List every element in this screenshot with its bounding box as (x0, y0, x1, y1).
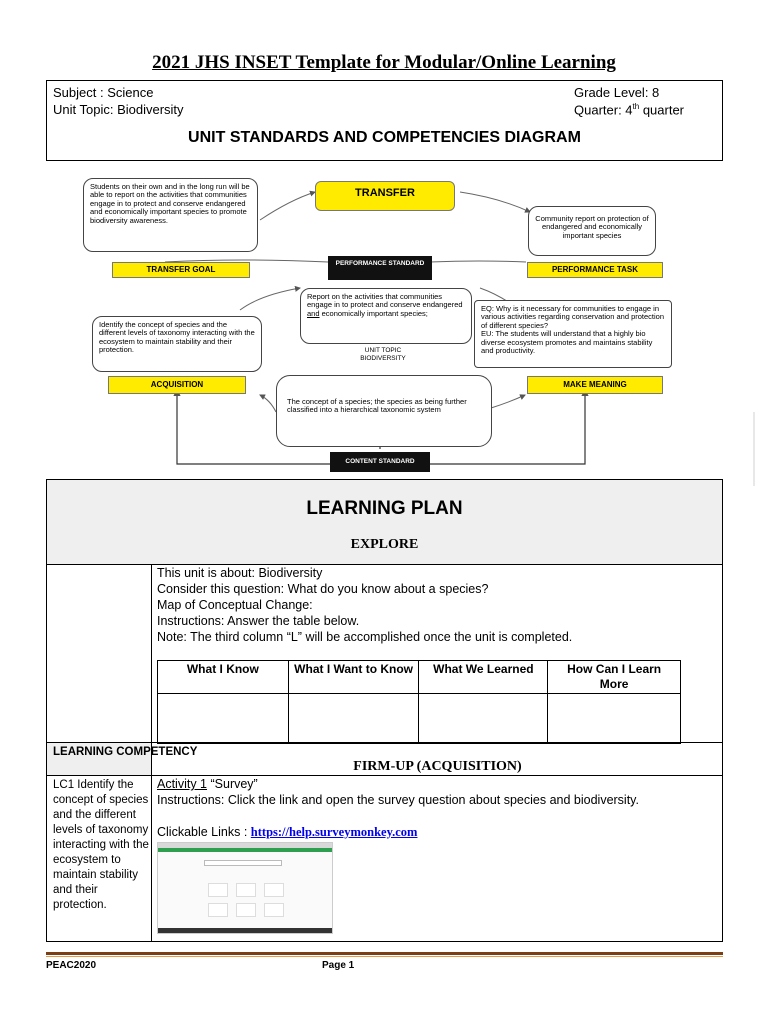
thumbnail-tile (236, 883, 256, 897)
column-divider (151, 776, 152, 941)
transfer-goal-box: TRANSFER GOAL (112, 262, 250, 278)
unit-topic-label: Unit Topic: Biodiversity (53, 102, 184, 117)
center-report-box (300, 288, 472, 344)
kwl-table (157, 660, 681, 744)
thumbnail-taskbar (158, 928, 332, 933)
scan-mark (753, 412, 755, 486)
center-text-b: economically important species; (319, 308, 428, 318)
competency-row (46, 742, 723, 776)
footer-code: PEAC2020 (46, 960, 97, 971)
spacer (157, 808, 639, 824)
unit-topic-caption: UNIT TOPIC (364, 347, 402, 354)
clickable-links-line (157, 824, 639, 840)
kwl-cell-more[interactable] (548, 694, 681, 744)
transfer-box: TRANSFER (315, 181, 455, 211)
links-label: Clickable Links : (157, 825, 251, 839)
eq-eu-box (474, 300, 672, 368)
activity-content (157, 776, 639, 840)
acquisition-box: ACQUISITION (108, 376, 246, 394)
activity-row (46, 776, 723, 942)
standards-diagram (60, 170, 690, 480)
activity-label: Activity 1 (157, 777, 208, 791)
eu-text: EU: The students will understand that a highly bio diverse ecosystem promotes and maintains stability and productivity. (481, 329, 653, 355)
footer-rule-thin (46, 956, 723, 957)
thumbnail-tile (208, 883, 228, 897)
kwl-header-know: What I Know (158, 661, 289, 694)
thumbnail-tile (208, 903, 228, 917)
explore-instructions (157, 565, 572, 645)
kwl-header-want: What I Want to Know (288, 661, 419, 694)
grade-level-label: Grade Level: 8 (574, 85, 660, 100)
learning-plan-title: LEARNING PLAN (306, 498, 463, 519)
learning-competency-label: LEARNING COMPETENCY (53, 746, 198, 758)
firm-up-heading: FIRM-UP (ACQUISITION) (353, 759, 522, 774)
transfer-description-box: Students on their own and in the long run will be able to report on the activities that communities engage in to protect and conserve endangered and economically important species to promote biodiversity awareness. (83, 178, 258, 252)
kwl-header-row (158, 661, 681, 694)
survey-link[interactable]: https://help.surveymonkey.com (250, 825, 418, 839)
column-divider (151, 565, 152, 742)
unit-topic-value: BIODIVERSITY (360, 354, 406, 362)
performance-standard-box: PERFORMANCE STANDARD (328, 256, 432, 280)
header-box (46, 80, 723, 161)
kwl-header-more: How Can I Learn More (548, 661, 681, 694)
performance-task-box: PERFORMANCE TASK (527, 262, 663, 278)
connector-transfer-right (460, 192, 530, 212)
acquisition-description-box: Identify the concept of species and the different levels of taxonomy interacting with the ecosystem to maintain stability and their protection. (92, 316, 262, 372)
instructions-line: Instructions: Answer the table below. (157, 614, 360, 628)
footer-rule (46, 952, 723, 955)
survey-screenshot-thumbnail (157, 842, 333, 934)
thumbnail-tile (264, 883, 284, 897)
quarter-label (574, 102, 684, 117)
activity-title-line (157, 776, 639, 792)
kwl-cell-want[interactable] (288, 694, 419, 744)
quarter-suffix: quarter (639, 102, 685, 118)
explore-heading: EXPLORE (350, 537, 419, 552)
connector-content-meaning (491, 395, 525, 408)
center-text-and: and (307, 308, 320, 318)
unit-about-line: This unit is about: Biodiversity (157, 566, 323, 580)
lc1-text: LC1 Identify the concept of species and the different levels of taxonomy interacting with the ecosystem to maintain stability and their protection. (53, 779, 149, 911)
connector-content-acq (260, 395, 276, 412)
content-description-box: The concept of a species; the species as being further classified into a hierarchical taxonomic system (276, 375, 492, 447)
document-title: 2021 JHS INSET Template for Modular/Online Learning (152, 52, 616, 73)
kwl-header-learned: What We Learned (419, 661, 548, 694)
learning-plan-header (46, 479, 723, 565)
page-number: Page 1 (322, 960, 355, 971)
community-report-box: Community report on protection of endangered and economically important species (528, 206, 656, 256)
activity-instructions: Instructions: Click the link and open the survey question about species and biodiversity. (157, 793, 639, 807)
explore-row (46, 565, 723, 743)
connector-transfer-left (260, 192, 315, 220)
make-meaning-box: MAKE MEANING (527, 376, 663, 394)
question-line: Consider this question: What do you know about a species? (157, 582, 489, 596)
subject-label: Subject : Science (53, 85, 154, 100)
quarter-superscript: th (632, 102, 640, 111)
conceptual-change-line: Map of Conceptual Change: (157, 598, 313, 612)
eq-text: EQ: Why is it necessary for communities to engage in various activities regarding conservation and protection of different species? (481, 304, 665, 330)
unit-topic-diagram-label (328, 347, 438, 363)
kwl-answer-row (158, 694, 681, 744)
thumbnail-site-bar (158, 848, 332, 852)
kwl-cell-know[interactable] (158, 694, 289, 744)
content-standard-box: CONTENT STANDARD (330, 452, 430, 472)
center-text-a: Report on the activities that communities engage in to protect and conserve endangered (307, 292, 463, 310)
thumbnail-tile (236, 903, 256, 917)
thumbnail-tile (264, 903, 284, 917)
quarter-prefix: Quarter: 4 (574, 102, 633, 118)
connector-task (430, 261, 526, 262)
kwl-cell-learned[interactable] (419, 694, 548, 744)
connector-acq-center (240, 288, 300, 310)
note-line: Note: The third column “L” will be accomplished once the unit is completed. (157, 630, 573, 644)
activity-title: “Survey” (207, 777, 258, 791)
thumbnail-search-box (204, 860, 282, 866)
diagram-heading: UNIT STANDARDS AND COMPETENCIES DIAGRAM (188, 129, 581, 146)
